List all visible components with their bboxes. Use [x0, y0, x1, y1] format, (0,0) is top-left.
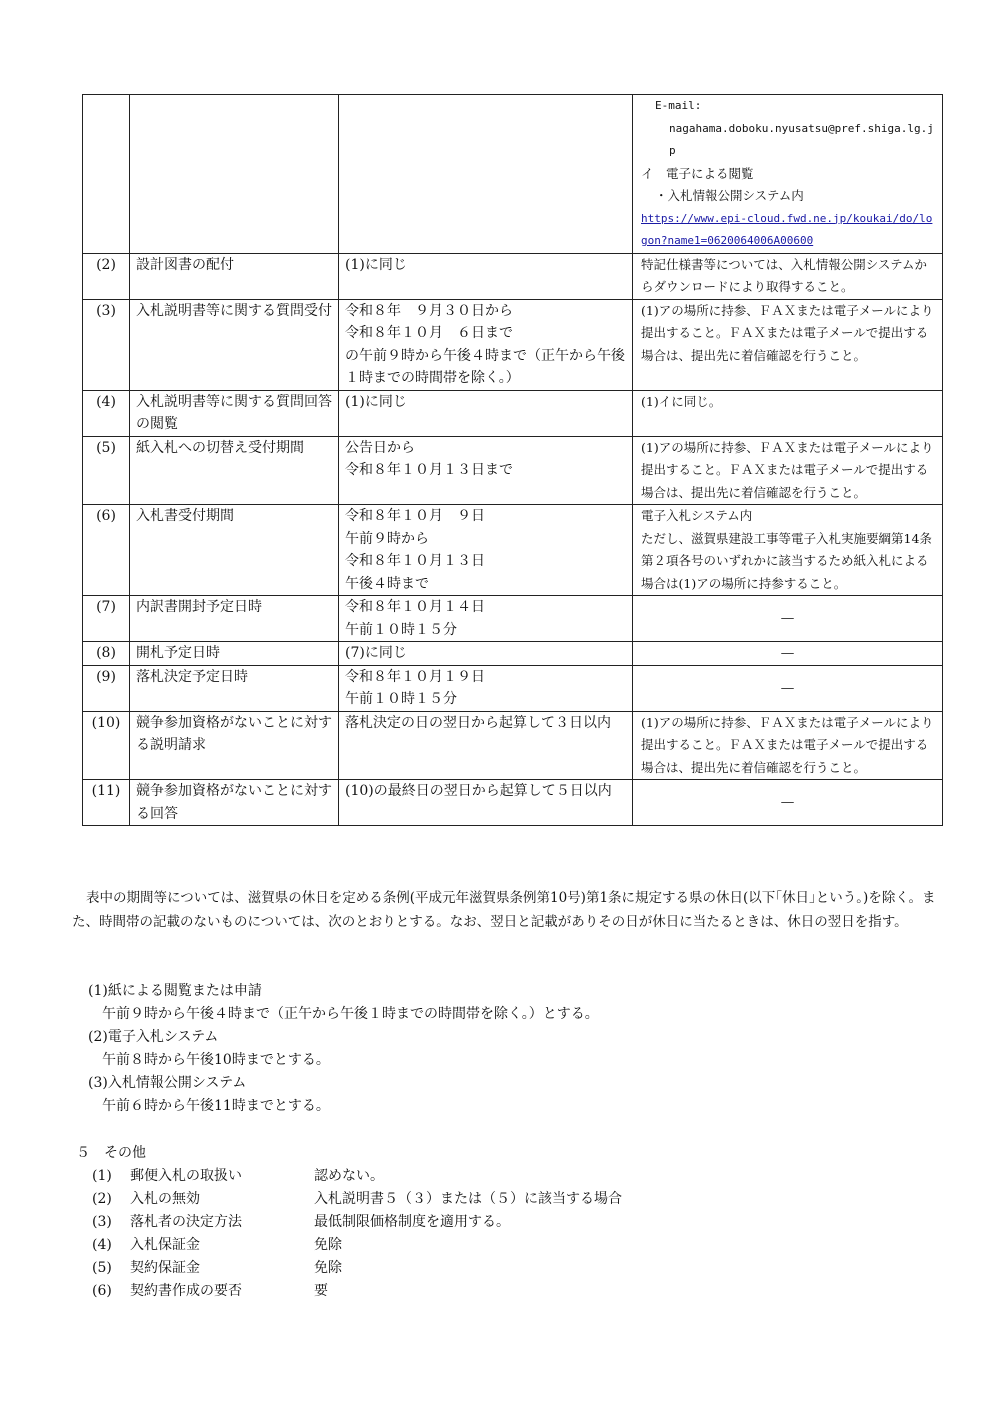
- row-period: (7)に同じ: [339, 642, 633, 666]
- row-number: (2): [83, 253, 130, 299]
- period-line: 令和８年１０月１３日: [345, 553, 485, 569]
- table-row: [83, 95, 943, 254]
- period-line: 公告日から: [345, 439, 415, 456]
- email-address: nagahama.doboku.nyusatsu@pref.shiga.lg.jp: [669, 121, 934, 157]
- row-item: 落札決定予定日時: [130, 665, 339, 711]
- table-row: [83, 299, 943, 390]
- row-note: ―: [633, 780, 943, 826]
- other-item: [92, 1165, 622, 1188]
- other-item: [92, 1280, 622, 1303]
- row-number: (9): [83, 665, 130, 711]
- row-note: ―: [633, 596, 943, 642]
- table-row: [83, 596, 943, 642]
- other-list: [92, 1165, 622, 1303]
- other-item-key: 契約書作成の要否: [130, 1283, 242, 1299]
- other-item-value: 認めない。: [314, 1168, 384, 1184]
- electronic-viewing-title: イ 電子による閲覧: [641, 165, 754, 181]
- period-line: 令和８年１０月１９日: [345, 668, 485, 685]
- other-item-value: 最低制限価格制度を適用する。: [314, 1214, 510, 1230]
- table-row: [83, 436, 943, 505]
- schedule-table: [82, 94, 943, 826]
- period-line: 令和８年 ９月３０日から: [345, 302, 513, 319]
- row-note: 電子入札システム内 ただし、滋賀県建設工事等電子入札実施要綱第14条第２項各号のいずれかに該当するため紙入札による場合は(1)アの場所に持参すること。: [633, 505, 943, 596]
- row-number: (11): [83, 780, 130, 826]
- other-item-key: 契約保証金: [130, 1260, 200, 1276]
- other-item: [92, 1234, 622, 1257]
- other-item-number: (3): [92, 1214, 112, 1230]
- row-note: ―: [633, 642, 943, 666]
- table-row: [83, 665, 943, 711]
- row-item: 入札説明書等に関する質問受付: [130, 299, 339, 390]
- email-label: E-mail:: [655, 99, 702, 112]
- table-row: [83, 711, 943, 780]
- row-period: 落札決定の日の翌日から起算して３日以内: [339, 711, 633, 780]
- note-e-bid-title: (2)電子入札システム: [88, 1029, 219, 1045]
- other-item-value: 要: [314, 1283, 328, 1299]
- electronic-viewing-system: ・入札情報公開システム内: [655, 188, 804, 203]
- row-period: [339, 299, 633, 390]
- row-number: (5): [83, 436, 130, 505]
- note-e-bid-text: 午前８時から午後10時までとする。: [102, 1052, 330, 1068]
- period-line: 令和８年１０月１３日まで: [345, 462, 513, 478]
- other-item-key: 落札者の決定方法: [130, 1214, 242, 1230]
- row-note: (1)アの場所に持参、ＦＡＸまたは電子メールにより提出すること。ＦＡＸまたは電子メールで提出する場合は、提出先に着信確認を行うこと。: [633, 436, 943, 505]
- row-item: 入札説明書等に関する質問回答の閲覧: [130, 390, 339, 436]
- row-period: [339, 436, 633, 505]
- row-number: (3): [83, 299, 130, 390]
- row-period: [339, 505, 633, 596]
- other-item-number: (1): [92, 1168, 112, 1184]
- row-item: 開札予定日時: [130, 642, 339, 666]
- other-item-number: (5): [92, 1260, 112, 1276]
- note-info-system-title: (3)入札情報公開システム: [88, 1075, 247, 1091]
- row-note: ―: [633, 665, 943, 711]
- row-item: 入札書受付期間: [130, 505, 339, 596]
- other-item-value: 免除: [314, 1237, 342, 1253]
- access-cell: [633, 95, 943, 254]
- row-note: (1)イに同じ。: [633, 390, 943, 436]
- row-period: (1)に同じ: [339, 253, 633, 299]
- row-period: [339, 665, 633, 711]
- row-item: 紙入札への切替え受付期間: [130, 436, 339, 505]
- row-number: (4): [83, 390, 130, 436]
- row-number: (7): [83, 596, 130, 642]
- note-info-system-text: 午前６時から午後11時までとする。: [102, 1098, 330, 1114]
- period-line: の午前９時から午後４時まで（正午から午後１時までの時間帯を除く。）: [345, 347, 625, 386]
- table-row: [83, 253, 943, 299]
- other-item-number: (6): [92, 1283, 112, 1299]
- other-item: [92, 1257, 622, 1280]
- row-item: 競争参加資格がないことに対する回答: [130, 780, 339, 826]
- other-item-number: (4): [92, 1237, 112, 1253]
- table-row: [83, 505, 943, 596]
- row-number: (10): [83, 711, 130, 780]
- bid-info-system-link[interactable]: https://www.epi-cloud.fwd.ne.jp/koukai/do/logon?name1=0620064006A00600: [641, 211, 933, 247]
- section-other-title: ５ その他: [76, 1145, 146, 1161]
- row-item: 設計図書の配付: [130, 253, 339, 299]
- period-line: 令和８年１０月１４日: [345, 599, 485, 615]
- time-notes: [88, 980, 599, 1118]
- row-period: (10)の最終日の翌日から起算して５日以内: [339, 780, 633, 826]
- note-paper-text: 午前９時から午後４時まで（正午から午後１時までの時間帯を除く。）とする。: [102, 1006, 599, 1022]
- other-item-key: 入札の無効: [130, 1191, 200, 1207]
- row-note: (1)アの場所に持参、ＦＡＸまたは電子メールにより提出すること。ＦＡＸまたは電子メールで提出する場合は、提出先に着信確認を行うこと。: [633, 711, 943, 780]
- period-line: 午後４時まで: [345, 575, 429, 592]
- row-period: [339, 596, 633, 642]
- period-line: 午前１０時１５分: [345, 691, 457, 707]
- row-item: 内訳書開封予定日時: [130, 596, 339, 642]
- row-note: (1)アの場所に持参、ＦＡＸまたは電子メールにより提出すること。ＦＡＸまたは電子メールで提出する場合は、提出先に着信確認を行うこと。: [633, 299, 943, 390]
- table-row: [83, 780, 943, 826]
- schedule-table-body: [83, 95, 943, 826]
- period-line: 午前１０時１５分: [345, 621, 457, 638]
- other-item-key: 郵便入札の取扱い: [130, 1168, 242, 1184]
- other-item: [92, 1188, 622, 1211]
- other-item-number: (2): [92, 1191, 112, 1207]
- period-line: 令和８年１０月 ９日: [345, 508, 485, 524]
- other-item-value: 免除: [314, 1260, 342, 1276]
- period-line: 令和８年１０月 ６日まで: [345, 325, 513, 341]
- table-row: [83, 642, 943, 666]
- other-item: [92, 1211, 622, 1234]
- table-row: [83, 390, 943, 436]
- row-item: 競争参加資格がないことに対する説明請求: [130, 711, 339, 780]
- row-number: (8): [83, 642, 130, 666]
- other-item-value: 入札説明書５（３）または（５）に該当する場合: [314, 1191, 622, 1207]
- other-item-key: 入札保証金: [130, 1237, 200, 1253]
- period-line: 午前９時から: [345, 530, 429, 547]
- row-note: 特記仕様書等については、入札情報公開システムからダウンロードにより取得すること。: [633, 253, 943, 299]
- row-period: (1)に同じ: [339, 390, 633, 436]
- note-paper-title: (1)紙による閲覧または申請: [88, 983, 262, 999]
- row-number: (6): [83, 505, 130, 596]
- table-footnote: 表中の期間等については、滋賀県の休日を定める条例(平成元年滋賀県条例第10号)第1条に規定する県の休日(以下｢休日｣という。)を除く。また、時間帯の記載のないものについては、次のとおりとする。なお、翌日と記載がありその日が休日に当たるときは、休日の翌日を指す。: [72, 890, 936, 930]
